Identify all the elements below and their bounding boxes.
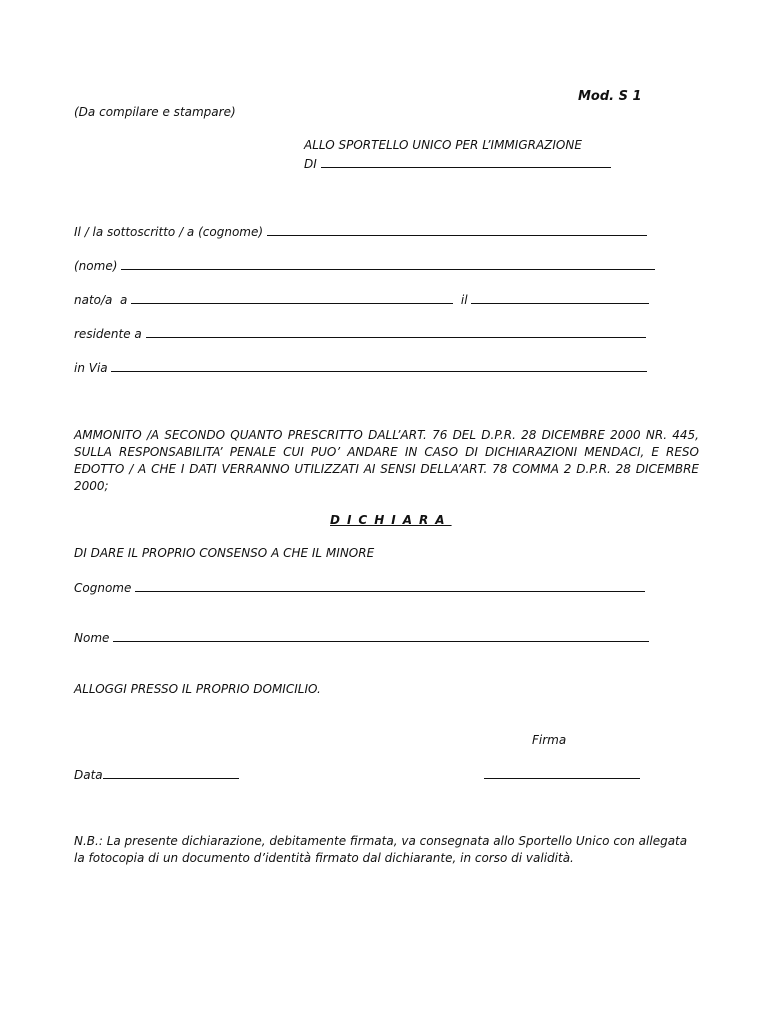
minor-name-row bbox=[74, 630, 649, 646]
legal-warning: AMMONITO /A SECONDO QUANTO PRESCRITTO DALL’ART. 76 DEL D.P.R. 28 DICEMBRE 2000 NR. 445, SULLA RESPONSABILITA’ PENALE CUI PUO’ ANDARE IN CASO DI DICHIARAZIONI MENDACI, E RESO EDOTTO / A CHE I DATI VERRANNO UTILIZZATI AI SENSI DELLA’ART. 78 COMMA 2 D.P.R. 28 DICEMBRE 2000; bbox=[74, 428, 699, 493]
birthplace-label: nato/a a bbox=[74, 293, 128, 307]
birthplace-field[interactable] bbox=[131, 292, 453, 304]
lodging-text: ALLOGGI PRESSO IL PROPRIO DOMICILIO. bbox=[74, 682, 321, 696]
name-row bbox=[74, 258, 655, 274]
recipient-di-field[interactable] bbox=[321, 156, 611, 168]
minor-name-label: Nome bbox=[74, 631, 110, 645]
surname-row bbox=[74, 224, 647, 240]
signature-label: Firma bbox=[532, 733, 567, 747]
minor-name-field[interactable] bbox=[113, 630, 649, 642]
recipient-di-label: DI bbox=[304, 157, 317, 171]
surname-label: Il / la sottoscritto / a (cognome) bbox=[74, 225, 264, 239]
street-row bbox=[74, 360, 647, 376]
name-field[interactable] bbox=[121, 258, 655, 270]
signature-row bbox=[484, 767, 640, 783]
birthdate-label: il bbox=[460, 293, 468, 307]
name-label: (nome) bbox=[74, 259, 118, 273]
residence-field[interactable] bbox=[146, 326, 646, 338]
recipient-line: ALLO SPORTELLO UNICO PER L’IMMIGRAZIONE bbox=[304, 138, 582, 152]
recipient-di-row bbox=[304, 156, 611, 172]
residence-row bbox=[74, 326, 646, 342]
consent-text: DI DARE IL PROPRIO CONSENSO A CHE IL MINORE bbox=[74, 546, 375, 560]
residence-label: residente a bbox=[74, 327, 142, 341]
date-field[interactable] bbox=[103, 767, 239, 779]
street-label: in Via bbox=[74, 361, 108, 375]
birth-row bbox=[74, 292, 649, 308]
minor-surname-row bbox=[74, 580, 645, 596]
form-code: Mod. S 1 bbox=[578, 89, 642, 104]
footnote: N.B.: La presente dichiarazione, debitamente firmata, va consegnata allo Sportello Unico con allegata la fotocopia di un documento d’identità firmato dal dichiarante, in corso di validità. bbox=[74, 834, 688, 865]
birthdate-field[interactable] bbox=[471, 292, 649, 304]
street-field[interactable] bbox=[111, 360, 647, 372]
declaration-heading: DICHIARA bbox=[330, 513, 452, 527]
minor-surname-label: Cognome bbox=[74, 581, 132, 595]
surname-field[interactable] bbox=[267, 224, 647, 236]
compile-note: (Da compilare e stampare) bbox=[74, 105, 236, 119]
date-row bbox=[74, 767, 239, 783]
signature-field[interactable] bbox=[484, 767, 640, 779]
minor-surname-field[interactable] bbox=[135, 580, 645, 592]
date-label: Data bbox=[74, 768, 103, 782]
